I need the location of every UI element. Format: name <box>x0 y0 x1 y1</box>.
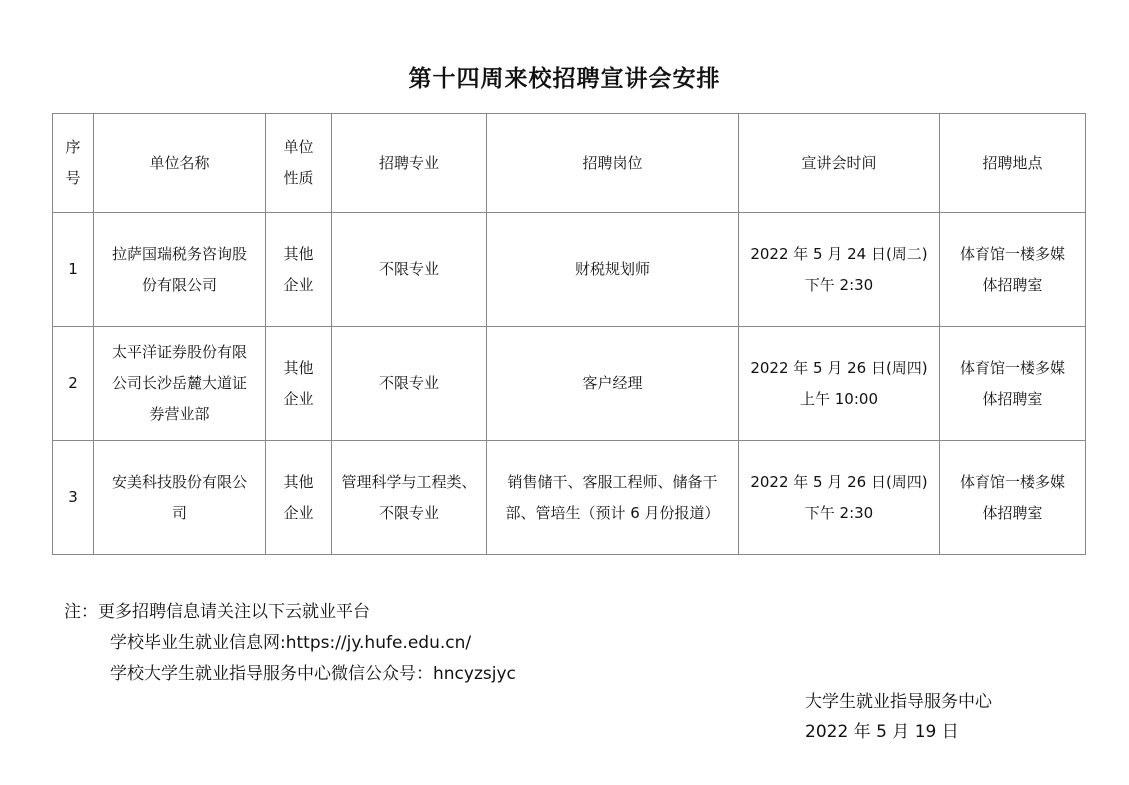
cell-position: 客户经理 <box>487 327 739 441</box>
cell-time: 2022 年 5 月 26 日(周四) 上午 10:00 <box>739 327 940 441</box>
note-intro: 注：更多招聘信息请关注以下云就业平台 <box>64 602 370 622</box>
cell-location: 体育馆一楼多媒 体招聘室 <box>940 213 1086 327</box>
header-position: 招聘岗位 <box>487 114 739 213</box>
header-major: 招聘专业 <box>332 114 487 213</box>
cell-location: 体育馆一楼多媒 体招聘室 <box>940 327 1086 441</box>
cell-company: 安美科技股份有限公 司 <box>94 441 266 555</box>
signature-date: 2022 年 5 月 19 日 <box>805 722 959 742</box>
cell-company: 拉萨国瑞税务咨询股 份有限公司 <box>94 213 266 327</box>
header-index: 序 号 <box>53 114 94 213</box>
header-location: 招聘地点 <box>940 114 1086 213</box>
note-wechat: 学校大学生就业指导服务中心微信公众号：hncyzsjyc <box>110 664 516 684</box>
cell-company-type: 其他 企业 <box>266 441 332 555</box>
signature-org: 大学生就业指导服务中心 <box>805 692 992 712</box>
table-row <box>53 327 1086 441</box>
cell-position: 销售储干、客服工程师、储备干 部、管培生（预计 6 月份报道） <box>487 441 739 555</box>
table-header-row <box>53 114 1086 213</box>
cell-major: 管理科学与工程类、 不限专业 <box>332 441 487 555</box>
cell-index: 1 <box>53 213 94 327</box>
note-block <box>64 597 516 690</box>
header-company-type: 单位 性质 <box>266 114 332 213</box>
cell-major: 不限专业 <box>332 327 487 441</box>
cell-company-type: 其他 企业 <box>266 213 332 327</box>
table-row <box>53 441 1086 555</box>
cell-location: 体育馆一楼多媒 体招聘室 <box>940 441 1086 555</box>
header-company: 单位名称 <box>94 114 266 213</box>
cell-index: 3 <box>53 441 94 555</box>
schedule-table <box>52 113 1086 555</box>
cell-index: 2 <box>53 327 94 441</box>
cell-time: 2022 年 5 月 26 日(周四) 下午 2:30 <box>739 441 940 555</box>
cell-company: 太平洋证券股份有限 公司长沙岳麓大道证 券营业部 <box>94 327 266 441</box>
signature-block <box>805 687 992 747</box>
document-title: 第十四周来校招聘宣讲会安排 <box>408 66 721 92</box>
header-time: 宣讲会时间 <box>739 114 940 213</box>
note-website: 学校毕业生就业信息网:https://jy.hufe.edu.cn/ <box>110 633 472 653</box>
cell-major: 不限专业 <box>332 213 487 327</box>
cell-position: 财税规划师 <box>487 213 739 327</box>
table-row <box>53 213 1086 327</box>
cell-time: 2022 年 5 月 24 日(周二) 下午 2:30 <box>739 213 940 327</box>
cell-company-type: 其他 企业 <box>266 327 332 441</box>
